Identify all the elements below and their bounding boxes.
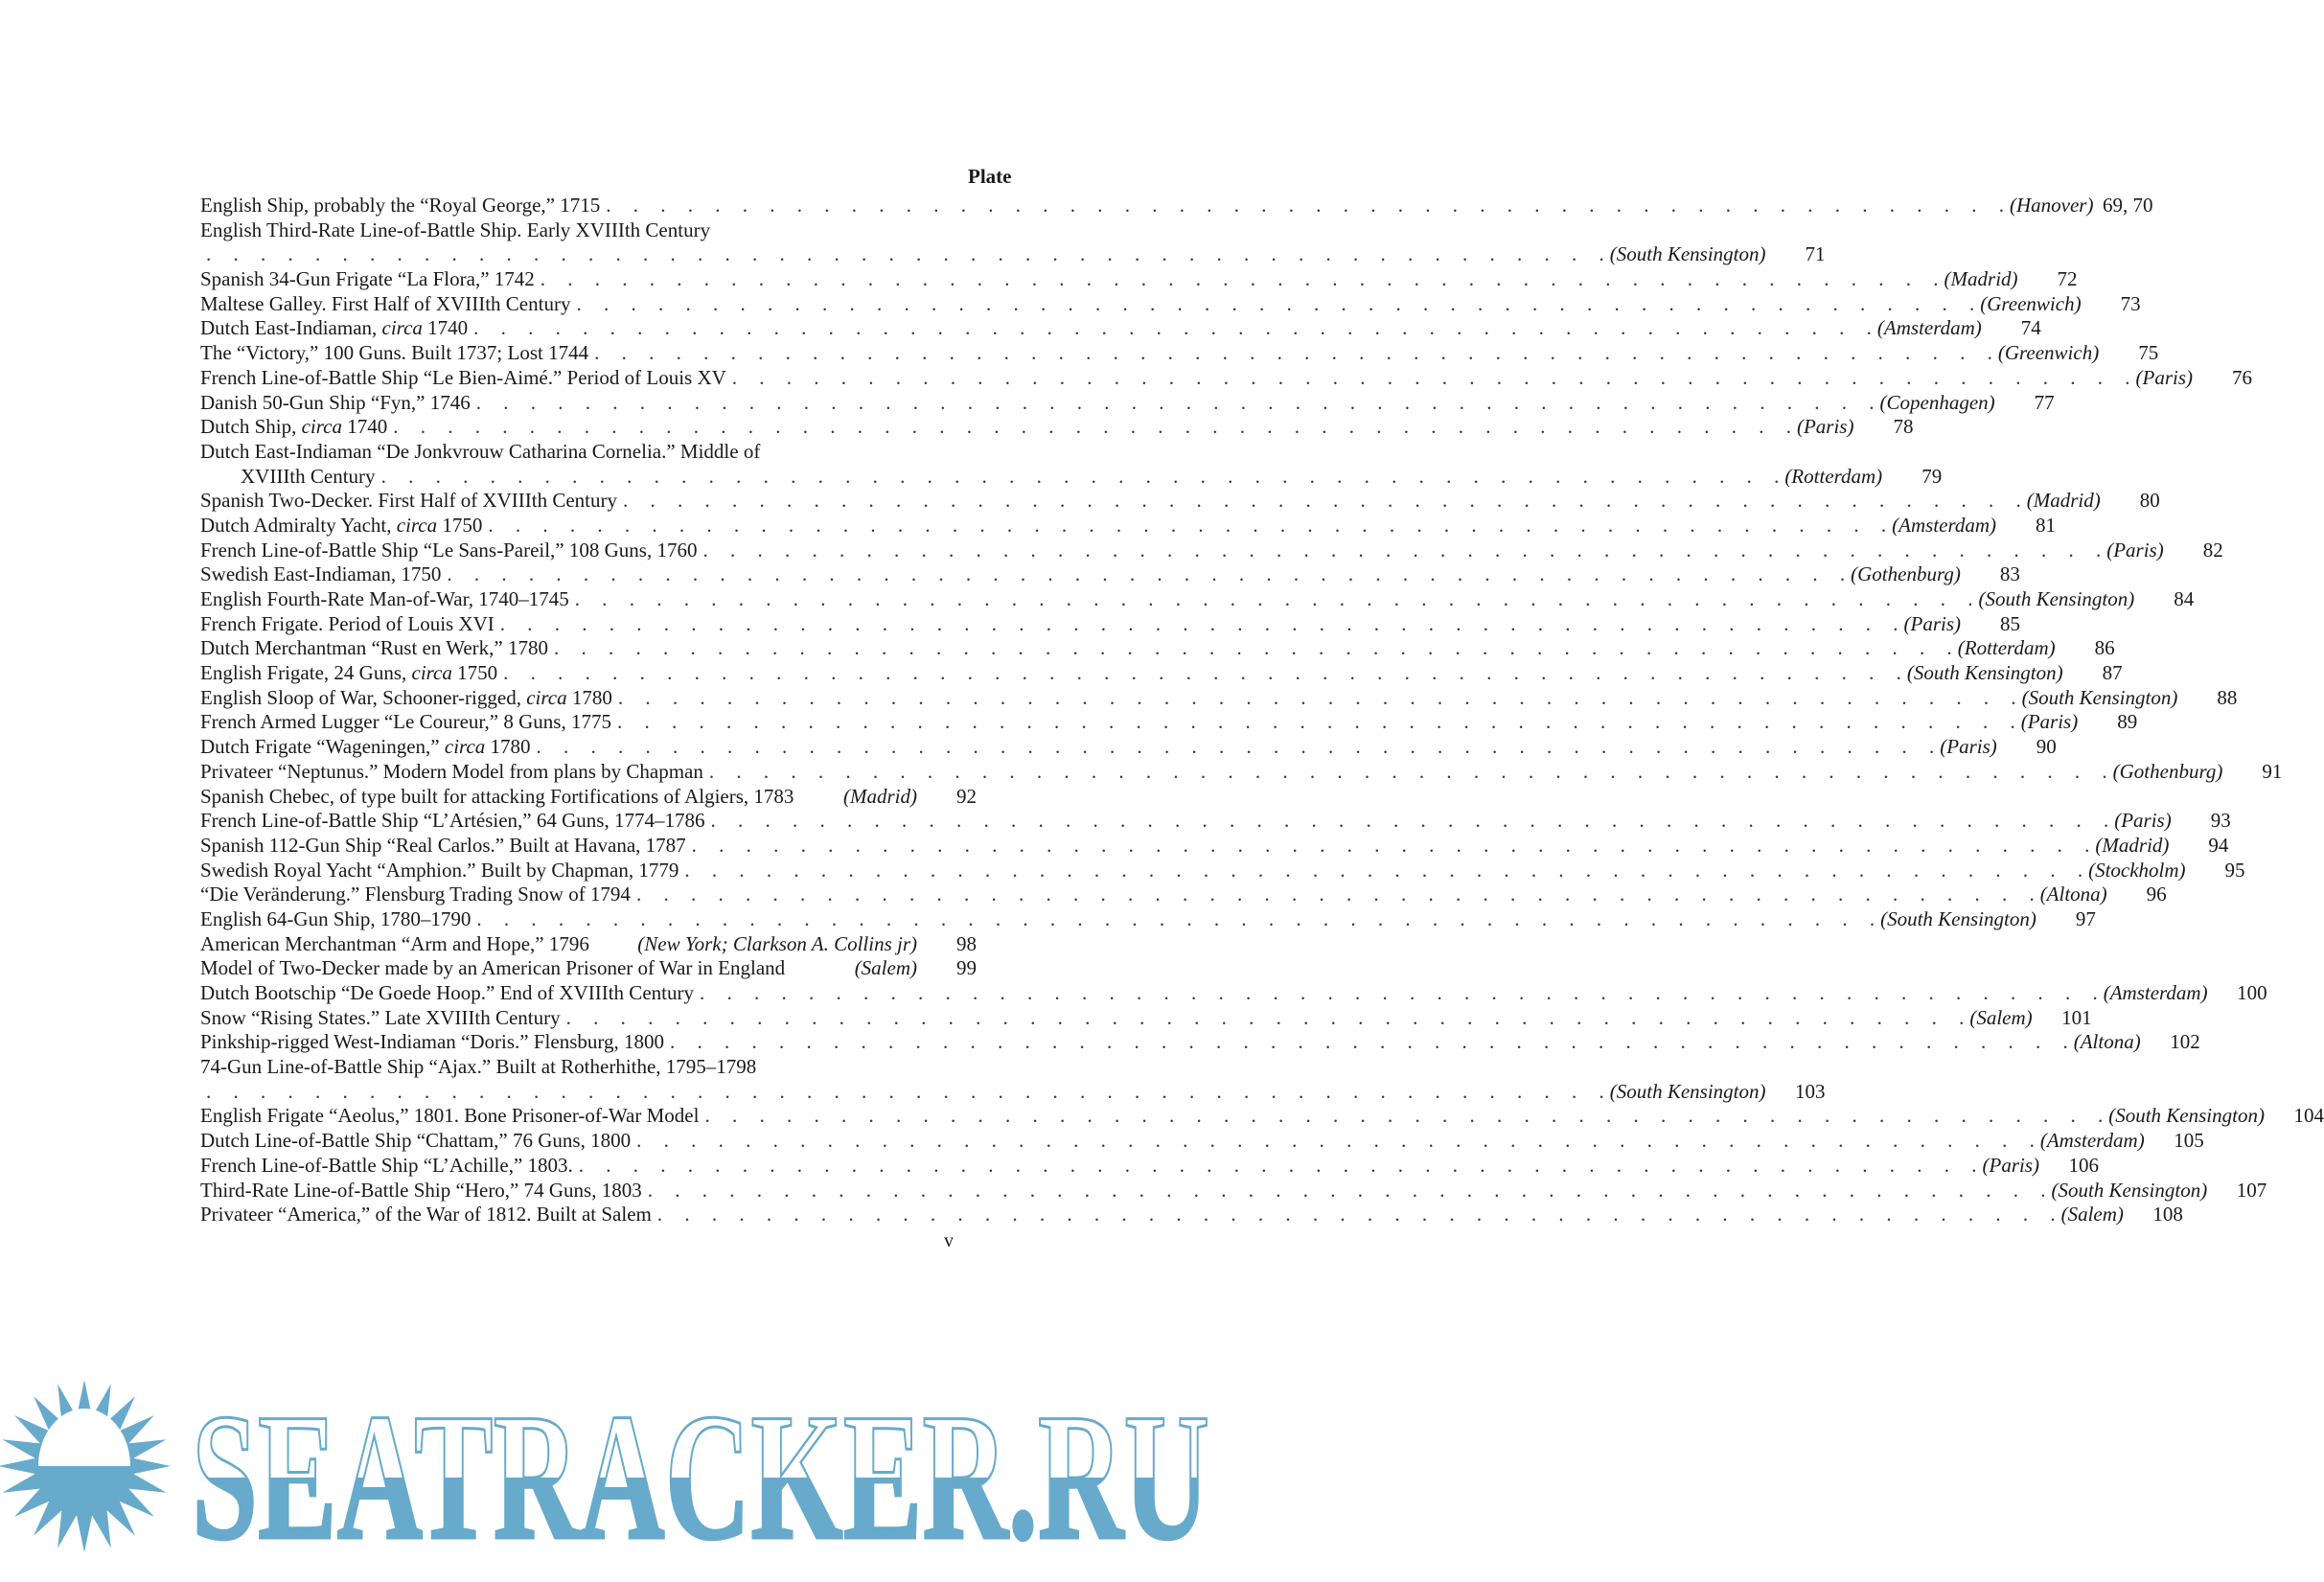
entry-plate-number: 87 <box>2102 661 2123 685</box>
entry-plate-number: 94 <box>2208 833 2229 857</box>
entry-plate-number: 103 <box>1795 1079 1826 1103</box>
title-part: French Line-of-Battle Ship “Le Bien-Aimé.” Period of Louis XV <box>200 365 726 389</box>
entry-location: (New York; Clarkson A. Collins jr) <box>637 931 917 955</box>
title-part: circa <box>411 661 452 685</box>
title-part: English 64-Gun Ship, 1780–1790 <box>200 906 472 930</box>
dot-leader <box>594 341 1992 366</box>
title-part: circa <box>444 735 486 759</box>
entry-plate-number: 77 <box>2034 390 2055 414</box>
dot-leader <box>541 267 1939 292</box>
title-part: English Sloop of War, Schooner-rigged, <box>200 685 527 709</box>
dot-leader <box>503 661 1901 686</box>
dot-leader <box>684 859 2082 883</box>
title-part: French Line-of-Battle Ship “L’Artésien,” 64 Guns, 1774–1786 <box>200 809 705 833</box>
entry-title <box>200 1030 664 1055</box>
list-item <box>200 316 2041 341</box>
entry-title <box>200 1104 699 1129</box>
title-part: Spanish Chebec, of type built for attacking Fortifications of Algiers, 1783 <box>200 784 794 808</box>
title-part: Privateer “Neptunus.” Modern Model from plans by Chapman <box>200 759 703 783</box>
entry-title <box>200 562 441 587</box>
entry-title <box>200 883 631 907</box>
entry-location: (Paris) <box>1903 611 1962 635</box>
title-part: 1750 <box>451 661 498 685</box>
entry-title <box>200 415 387 440</box>
entry-location: (Paris) <box>2114 809 2172 833</box>
entry-location: (South Kensington) <box>1609 1079 1766 1103</box>
entry-location: (Stockholm) <box>2088 858 2186 882</box>
entry-title <box>200 661 497 686</box>
entry-location: (South Kensington) <box>1978 587 2135 610</box>
list-item <box>200 1030 2200 1055</box>
list-item <box>200 932 977 957</box>
title-part: Snow “Rising States.” Late XVIIIth Century <box>200 1005 561 1029</box>
dot-leader <box>476 907 1875 932</box>
entry-location: (Gothenburg) <box>1851 562 1961 586</box>
dot-leader <box>579 1154 1977 1179</box>
list-item <box>200 291 2141 317</box>
entry-plate-number: 86 <box>2094 636 2115 660</box>
entry-plate-number: 69, 70 <box>2102 194 2153 217</box>
entry-location: (Amsterdam) <box>2103 981 2208 1004</box>
list-item <box>200 956 977 981</box>
list-item <box>200 759 2283 785</box>
entry-title <box>200 956 785 981</box>
title-part: Pinkship-rigged West-Indiaman “Doris.” Flensburg, 1800 <box>200 1030 664 1054</box>
entry-plate-number: 107 <box>2236 1178 2267 1202</box>
dot-leader <box>566 1006 1965 1031</box>
dot-leader <box>710 809 2108 834</box>
entry-plate-number: 105 <box>2174 1129 2204 1153</box>
title-part: 1780 <box>485 735 531 759</box>
title-part: Spanish 112-Gun Ship “Real Carlos.” Built at Havana, 1787 <box>200 833 686 857</box>
title-part: Model of Two-Decker made by an American Prisoner of War in England <box>200 956 786 980</box>
entry-title <box>200 785 794 810</box>
title-part: Spanish Two-Decker. First Half of XVIIIth Century <box>200 489 617 513</box>
title-part: American Merchantman “Arm and Hope,” 1796 <box>200 931 589 955</box>
dot-leader <box>657 1203 2056 1227</box>
entry-title <box>200 316 468 341</box>
sun-icon <box>0 1380 171 1552</box>
list-item <box>200 858 2245 883</box>
entry-location: (Paris) <box>1940 735 1997 759</box>
entry-location: (Rotterdam) <box>1784 464 1883 488</box>
entry-title <box>200 391 471 416</box>
entry-location: (Paris) <box>1982 1153 2040 1177</box>
dot-leader <box>709 760 2107 785</box>
title-part: French Line-of-Battle Ship “L’Achille,” 1803. <box>200 1153 573 1177</box>
list-item <box>200 587 2195 612</box>
list-item <box>200 883 2167 907</box>
title-part: circa <box>381 316 423 340</box>
entry-plate-number: 91 <box>2262 759 2283 783</box>
title-part: Dutch Ship, <box>200 415 302 439</box>
entry-location: (Paris) <box>2020 710 2079 734</box>
entry-plate-number: 83 <box>1999 562 2020 586</box>
list-item <box>200 1129 2204 1154</box>
entry-plate-number: 100 <box>2237 981 2267 1004</box>
entry-title <box>200 514 482 539</box>
entry-location: (Altona) <box>2073 1030 2141 1054</box>
entry-title <box>200 1179 642 1204</box>
entry-title <box>200 1129 631 1154</box>
list-item <box>200 906 2096 932</box>
entry-plate-number: 98 <box>956 931 977 955</box>
list-item <box>200 1203 2183 1227</box>
entry-location: (Greenwich) <box>1980 291 2082 315</box>
dot-leader <box>704 1104 2103 1129</box>
entry-location: (Amsterdam) <box>1876 316 1982 340</box>
title-part: Dutch East-Indiaman, <box>200 316 382 340</box>
title-part: Danish 50-Gun Ship “Fyn,” 1746 <box>200 390 471 414</box>
entry-plate-number: 89 <box>2117 710 2138 734</box>
entry-title <box>200 1203 652 1227</box>
dot-leader <box>618 686 2016 711</box>
title-part: circa <box>396 513 438 537</box>
dot-leader <box>206 1080 1604 1105</box>
dot-leader <box>576 292 1974 317</box>
entry-plate-number: 85 <box>2000 611 2021 635</box>
entry-title <box>200 440 760 465</box>
list-item <box>200 661 2123 686</box>
watermark-text: SEATRACKER.RU <box>192 1377 1209 1578</box>
entry-title <box>200 760 703 785</box>
entry-plate-number: 95 <box>2224 858 2245 882</box>
entry-title-continuation: XVIIIth Century <box>241 464 376 488</box>
dot-leader <box>500 612 1898 637</box>
entry-location: (Madrid) <box>2026 489 2101 513</box>
title-part: Dutch Merchantman “Rust en Werk,” 1780 <box>200 636 548 660</box>
entry-location: (Greenwich) <box>1997 341 2100 365</box>
title-part: French Frigate. Period of Louis XVI <box>200 611 495 635</box>
list-item <box>200 267 2078 292</box>
entry-plate-number: 93 <box>2210 809 2231 833</box>
title-part: French Armed Lugger “Le Coureur,” 8 Guns, 1775 <box>200 710 611 734</box>
list-item <box>200 981 2267 1006</box>
entry-plate-number: 106 <box>2068 1153 2100 1177</box>
title-part: Privateer “America,” of the War of 1812. Built at Salem <box>200 1203 652 1227</box>
list-item <box>200 636 2115 661</box>
dot-leader <box>692 834 2090 859</box>
entry-plate-number: 104 <box>2293 1104 2324 1128</box>
entry-title <box>200 292 570 317</box>
entry-title <box>200 218 710 243</box>
entry-location: (Rotterdam) <box>1957 636 2056 660</box>
entry-title <box>200 710 611 735</box>
entry-title <box>200 587 569 612</box>
title-part: English Fourth-Rate Man-of-War, 1740–1745 <box>200 587 569 610</box>
title-part: Spanish 34-Gun Frigate “La Flora,” 1742 <box>200 267 535 291</box>
entry-title <box>200 932 589 957</box>
list-item <box>200 365 2253 391</box>
entry-title <box>200 981 694 1006</box>
entry-title <box>200 366 726 391</box>
entry-location: (South Kensington) <box>1880 906 2036 930</box>
entry-location: (Madrid) <box>1944 267 2018 291</box>
title-part: Dutch Frigate “Wageningen,” <box>200 735 445 759</box>
entry-location: (Paris) <box>2135 365 2194 389</box>
entry-title <box>200 194 600 218</box>
title-part: Maltese Galley. First Half of XVIIIth Century <box>200 291 571 315</box>
title-part: English Third-Rate Line-of-Battle Ship. Early XVIIIth Century <box>200 218 711 241</box>
entry-title <box>200 1006 561 1031</box>
dot-leader <box>476 391 1875 416</box>
entry-title <box>200 907 471 932</box>
title-part: The “Victory,” 100 Guns. Built 1737; Lost 1744 <box>200 341 589 365</box>
entry-plate-number: 108 <box>2152 1203 2183 1227</box>
list-item <box>200 513 2056 539</box>
entry-title <box>200 735 531 760</box>
title-part: 1740 <box>422 316 469 340</box>
entry-location: (Copenhagen) <box>1879 390 1995 414</box>
title-part: Dutch Line-of-Battle Ship “Chattam,” 76 Guns, 1800 <box>200 1129 632 1153</box>
list-item-continuation <box>200 464 1943 490</box>
entry-location: (Hanover) <box>2009 194 2094 217</box>
title-part: Third-Rate Line-of-Battle Ship “Hero,” 74 Guns, 1803 <box>200 1178 642 1202</box>
dot-leader <box>393 415 1791 440</box>
entry-plate-number: 96 <box>2146 883 2167 906</box>
entry-location: (Paris) <box>2106 538 2164 562</box>
entry-location: (Altona) <box>2039 883 2107 906</box>
list-item <box>200 611 2021 637</box>
list-item <box>200 1153 2100 1179</box>
entry-plate-number: 71 <box>1805 242 1826 266</box>
list-item <box>200 341 2159 366</box>
dot-leader <box>575 587 1973 612</box>
list-item <box>200 833 2229 859</box>
entry-location: (Madrid) <box>843 784 917 808</box>
entry-plate-number: 74 <box>2020 316 2041 340</box>
entry-location: (Gothenburg) <box>2112 759 2223 783</box>
list-item <box>200 538 2223 563</box>
dot-leader <box>554 636 1952 661</box>
list-item <box>200 785 977 810</box>
entry-plate-number: 84 <box>2174 587 2195 610</box>
dot-leader <box>381 465 1780 490</box>
entry-title <box>200 539 697 563</box>
title-part: Dutch Admiralty Yacht, <box>200 513 397 537</box>
entry-location: (South Kensington) <box>1906 661 2063 685</box>
dot-leader <box>537 735 1935 760</box>
dot-leader <box>636 883 2035 907</box>
entry-title <box>200 809 704 834</box>
list-item <box>200 194 2153 218</box>
entry-plate-number: 78 <box>1893 415 1914 439</box>
title-part: Dutch East-Indiaman “De Jonkvrouw Catharina Cornelia.” Middle of <box>200 439 761 463</box>
entry-plate-number: 76 <box>2232 365 2253 389</box>
entry-location: (South Kensington) <box>1609 242 1766 266</box>
entry-location: (Salem) <box>854 956 917 980</box>
dot-leader <box>623 489 2021 514</box>
list-item <box>200 489 2160 514</box>
entry-title <box>200 267 535 292</box>
entry-location: (Salem) <box>2060 1203 2124 1227</box>
dot-leader <box>617 710 2015 735</box>
list-item-continuation <box>200 242 1826 267</box>
entry-title <box>200 636 548 661</box>
title-part: Swedish Royal Yacht “Amphion.” Built by Chapman, 1779 <box>200 858 679 882</box>
list-item <box>200 218 977 243</box>
plate-column-header: Plate <box>968 165 1012 188</box>
entry-title <box>200 612 495 637</box>
dot-leader <box>206 242 1604 267</box>
dot-leader <box>648 1179 2046 1204</box>
entry-plate-number: 99 <box>956 956 977 980</box>
title-part: Dutch Bootschip “De Goede Hoop.” End of XVIIIth Century <box>200 981 694 1004</box>
title-part: circa <box>526 685 567 709</box>
title-part: English Frigate “Aeolus,” 1801. Bone Prisoner-of-War Model <box>200 1104 700 1128</box>
entry-title <box>200 686 612 711</box>
list-item <box>200 440 977 465</box>
dot-leader <box>732 366 2130 391</box>
entry-location: (South Kensington) <box>2051 1178 2208 1202</box>
title-part: 1780 <box>566 685 612 709</box>
page-number: v <box>944 1230 954 1251</box>
entry-title <box>200 489 617 514</box>
title-part: 74-Gun Line-of-Battle Ship “Ajax.” Built at Rotherhithe, 1795–1798 <box>200 1055 757 1079</box>
dot-leader <box>700 981 2098 1006</box>
dot-leader <box>473 316 1872 341</box>
entry-plate-number: 72 <box>2057 267 2078 291</box>
entry-title <box>200 859 679 883</box>
entry-title <box>200 1154 573 1179</box>
entry-title <box>200 341 588 366</box>
entry-plate-number: 90 <box>2036 735 2057 759</box>
list-item <box>200 415 1914 440</box>
list-item <box>200 1005 2092 1031</box>
entry-location: (South Kensington) <box>2108 1104 2265 1128</box>
entry-location: (Madrid) <box>2095 833 2170 857</box>
list-item <box>200 1104 2324 1129</box>
title-part: Swedish East-Indiaman, 1750 <box>200 562 442 586</box>
entry-plate-number: 81 <box>2036 513 2056 537</box>
title-part: “Die Veränderung.” Flensburg Trading Snow of 1794 <box>200 883 631 906</box>
entry-plate-number: 82 <box>2202 538 2223 562</box>
dot-leader <box>702 539 2101 563</box>
title-part: circa <box>301 415 342 439</box>
title-part: French Line-of-Battle Ship “Le Sans-Pareil,” 108 Guns, 1760 <box>200 538 698 562</box>
list-item <box>200 735 2057 760</box>
list-item <box>200 1178 2267 1204</box>
list-item-continuation <box>200 1079 1826 1105</box>
title-part: English Frigate, 24 Guns, <box>200 661 412 685</box>
dot-leader <box>606 194 2004 218</box>
list-item <box>200 809 2231 834</box>
entry-plate-number: 97 <box>2075 906 2096 930</box>
list-item <box>200 685 2238 711</box>
entry-title <box>200 1055 756 1080</box>
entry-plate-number: 101 <box>2061 1005 2092 1029</box>
dot-leader <box>447 562 1845 587</box>
list-item <box>200 710 2138 735</box>
entry-location: (Paris) <box>1796 415 1854 439</box>
dot-leader <box>670 1030 2068 1055</box>
entry-plate-number: 80 <box>2139 489 2160 513</box>
entry-location: (South Kensington) <box>2021 685 2178 709</box>
entry-plate-number: 73 <box>2120 291 2141 315</box>
list-item <box>200 390 2055 416</box>
title-part: 1740 <box>341 415 388 439</box>
list-item <box>200 562 2020 587</box>
entry-location: (Amsterdam) <box>2039 1129 2145 1153</box>
list-of-plates <box>200 194 2324 1227</box>
entry-plate-number: 92 <box>956 784 977 808</box>
title-part: 1750 <box>437 513 483 537</box>
title-part: English Ship, probably the “Royal George,” 1715 <box>200 194 601 217</box>
entry-plate-number: 102 <box>2170 1030 2200 1054</box>
entry-title <box>200 834 686 859</box>
dot-leader <box>488 514 1886 539</box>
entry-plate-number: 79 <box>1921 464 1943 488</box>
seatracker-watermark-logo <box>0 1322 1222 1582</box>
entry-location: (Salem) <box>1969 1005 2033 1029</box>
entry-location: (Amsterdam) <box>1892 513 1996 537</box>
list-item <box>200 1055 977 1080</box>
entry-plate-number: 88 <box>2217 685 2238 709</box>
entry-plate-number: 75 <box>2138 341 2159 365</box>
dot-leader <box>636 1129 2035 1154</box>
